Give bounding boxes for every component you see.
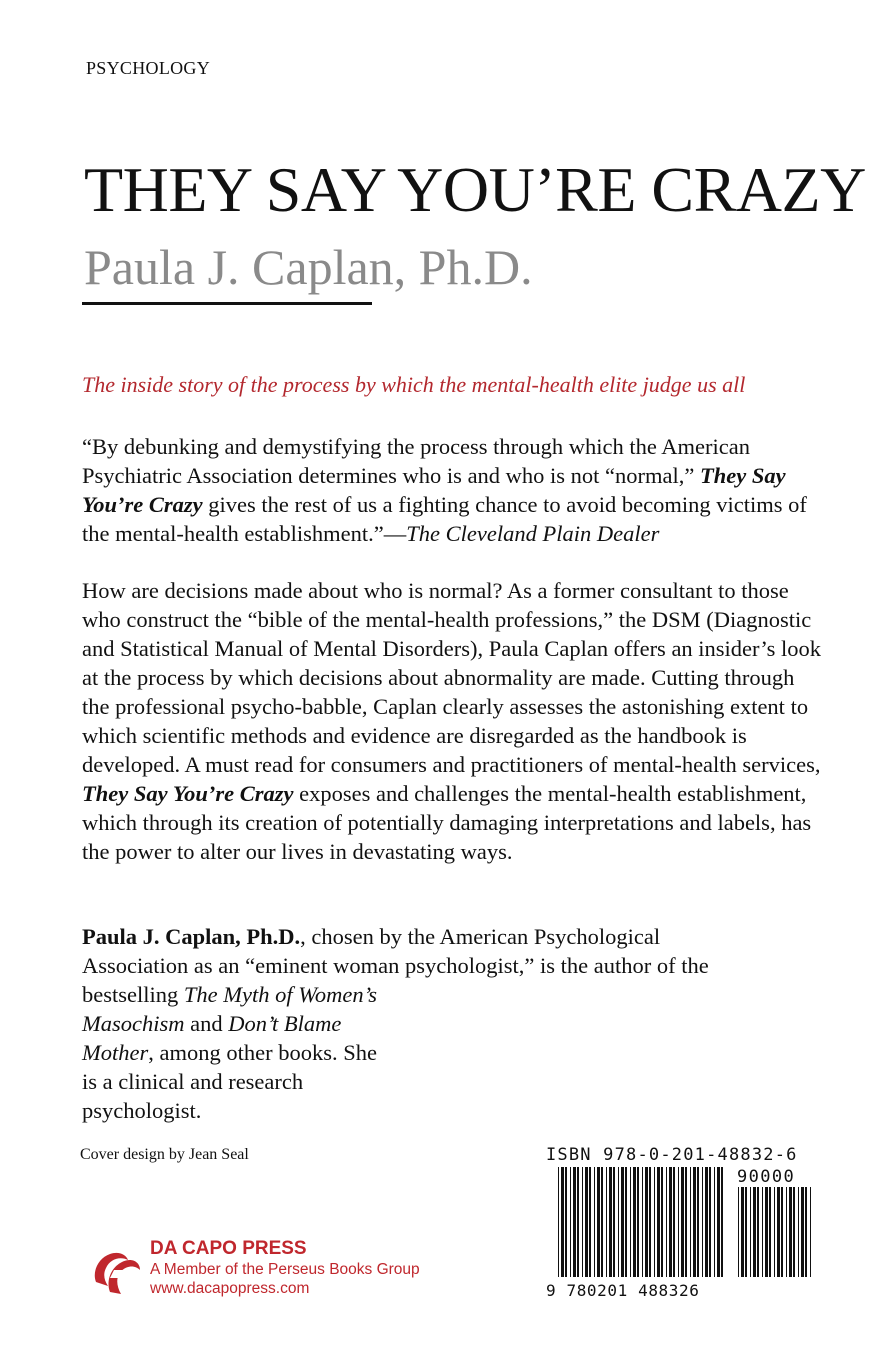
barcode-bar <box>805 1187 807 1277</box>
bio-book-title-2a: Don’t Blame <box>228 1011 342 1036</box>
barcode-bar <box>777 1187 780 1277</box>
barcode-bar <box>666 1167 667 1277</box>
barcode-bar <box>642 1167 643 1277</box>
barcode-bar <box>702 1167 703 1277</box>
bio-line-5: , among other books. She <box>148 1040 377 1065</box>
bio-line-3: bestselling <box>82 982 184 1007</box>
barcode-bar <box>669 1167 672 1277</box>
ean-number: 9 780201 488326 <box>546 1281 700 1300</box>
barcode-bar <box>585 1167 588 1277</box>
bio-book-title-1a: The Myth of Women’s <box>183 982 377 1007</box>
description-text: How are decisions made about who is normal? As a former consultant to those who construct the “bible of the mental-health professions,” the DSM (Diagnostic and Statistical Manual of Mental Disorders), Paula Caplan offers an insider’s look at the process by which decisions about abnormality are made. Cutting through the professional psycho-babble, Caplan clearly assesses the astonishing extent to which scientific methods and evidence are disregarded as the handbook is developed. A must read for consumers and practitioners of mental-health services, <box>82 578 822 777</box>
barcode-bar <box>649 1167 651 1277</box>
barcode-bar <box>637 1167 639 1277</box>
barcode-bar <box>577 1167 579 1277</box>
barcode-bar <box>774 1187 775 1277</box>
barcode-bar <box>765 1187 768 1277</box>
barcode-bar <box>709 1167 711 1277</box>
barcode-bar <box>717 1167 720 1277</box>
barcode-bar <box>714 1167 715 1277</box>
bio-line-1: , chosen by the American Psychological <box>300 924 661 949</box>
barcode-block <box>546 1145 816 1305</box>
barcode-bar <box>565 1167 567 1277</box>
barcode-bar <box>613 1167 615 1277</box>
barcode-bar <box>738 1187 739 1277</box>
barcode-bar <box>741 1187 744 1277</box>
barcode-bar <box>690 1167 691 1277</box>
da-capo-logo-icon <box>88 1242 144 1298</box>
publisher-block <box>88 1238 468 1308</box>
barcode-bar <box>573 1167 576 1277</box>
barcode-bar <box>681 1167 684 1277</box>
barcode-bar <box>769 1187 771 1277</box>
barcode-bar <box>745 1187 747 1277</box>
tagline: The inside story of the process by which the mental-health elite judge us all <box>82 372 746 397</box>
barcode-bar <box>693 1167 696 1277</box>
bio-author-name: Paula J. Caplan, Ph.D. <box>82 924 301 949</box>
author-bio <box>82 922 709 1125</box>
barcode-bar <box>762 1187 763 1277</box>
category-label: PSYCHOLOGY <box>86 58 211 78</box>
bio-line-6: is a clinical and research <box>82 1069 304 1094</box>
barcode-bar <box>594 1167 595 1277</box>
barcode-bar <box>625 1167 627 1277</box>
barcode-bar <box>618 1167 619 1277</box>
review-quote-text-2: gives the rest of us a fighting chance to avoid becoming victims of the mental-health establishment.”— <box>82 492 807 546</box>
barcode-bar <box>781 1187 783 1277</box>
barcode-bar <box>757 1187 759 1277</box>
title-rule <box>82 302 372 305</box>
bio-book-title-2b: Mother <box>82 1040 149 1065</box>
barcode-bar <box>630 1167 631 1277</box>
book-title: THEY SAY YOU’RE CRAZY <box>84 154 866 225</box>
isbn-label: ISBN 978-0-201-48832-6 <box>546 1145 798 1165</box>
description-text-2: exposes and challenges the mental-health establishment, which through its creation of potentially damaging interpretations and labels, has the power to alter our lives in devastating ways. <box>82 781 812 864</box>
barcode-bar <box>721 1167 723 1277</box>
barcode-bar <box>582 1167 583 1277</box>
author-name: Paula J. Caplan, Ph.D. <box>84 239 533 295</box>
barcode-bar <box>558 1167 559 1277</box>
barcode-bar <box>661 1167 663 1277</box>
barcode-bar <box>609 1167 612 1277</box>
publisher-member: A Member of the Perseus Books Group <box>150 1261 420 1278</box>
review-quote-text: “By debunking and demystifying the process through which the American Psychiatric Association determines who is and who is not “normal,” <box>82 434 750 488</box>
book-description <box>82 576 822 866</box>
barcode-bar <box>798 1187 799 1277</box>
barcode-bar <box>673 1167 675 1277</box>
review-quote <box>82 432 822 548</box>
barcode-bar <box>657 1167 660 1277</box>
barcode-bar <box>654 1167 655 1277</box>
bio-line-7: psychologist. <box>82 1098 202 1123</box>
barcode-bar <box>789 1187 792 1277</box>
bio-line-2: Association as an “eminent woman psychologist,” is the author of the <box>82 953 709 978</box>
price-code: 90000 <box>737 1167 796 1187</box>
cover-credit: Cover design by Jean Seal <box>80 1146 249 1163</box>
barcode-bar <box>633 1167 636 1277</box>
barcode-bar <box>697 1167 699 1277</box>
description-book-title: They Say You’re Crazy <box>82 781 294 806</box>
barcode-bar <box>678 1167 679 1277</box>
barcode-bar <box>597 1167 600 1277</box>
review-source: The Cleveland Plain Dealer <box>406 521 660 546</box>
bio-book-title-1b: Masochism <box>82 1011 185 1036</box>
bio-line-4: and <box>184 1011 229 1036</box>
barcode-bar <box>589 1167 591 1277</box>
publisher-name: DA CAPO PRESS <box>150 1238 307 1259</box>
publisher-url: www.dacapopress.com <box>150 1280 310 1297</box>
barcode-bar <box>645 1167 648 1277</box>
barcode-bar <box>810 1187 811 1277</box>
barcode-bar <box>606 1167 607 1277</box>
barcode-bar <box>570 1167 571 1277</box>
barcode-bar <box>621 1167 624 1277</box>
barcode-bar <box>801 1187 804 1277</box>
barcode-bar <box>793 1187 795 1277</box>
barcode-bar <box>705 1167 708 1277</box>
barcode-bar <box>750 1187 751 1277</box>
barcode-bar <box>561 1167 564 1277</box>
barcode-bar <box>786 1187 787 1277</box>
barcode-bar <box>753 1187 756 1277</box>
barcode-bar <box>685 1167 687 1277</box>
review-quote-book-title: They Say You’re Crazy <box>82 463 786 517</box>
barcode-bar <box>601 1167 603 1277</box>
